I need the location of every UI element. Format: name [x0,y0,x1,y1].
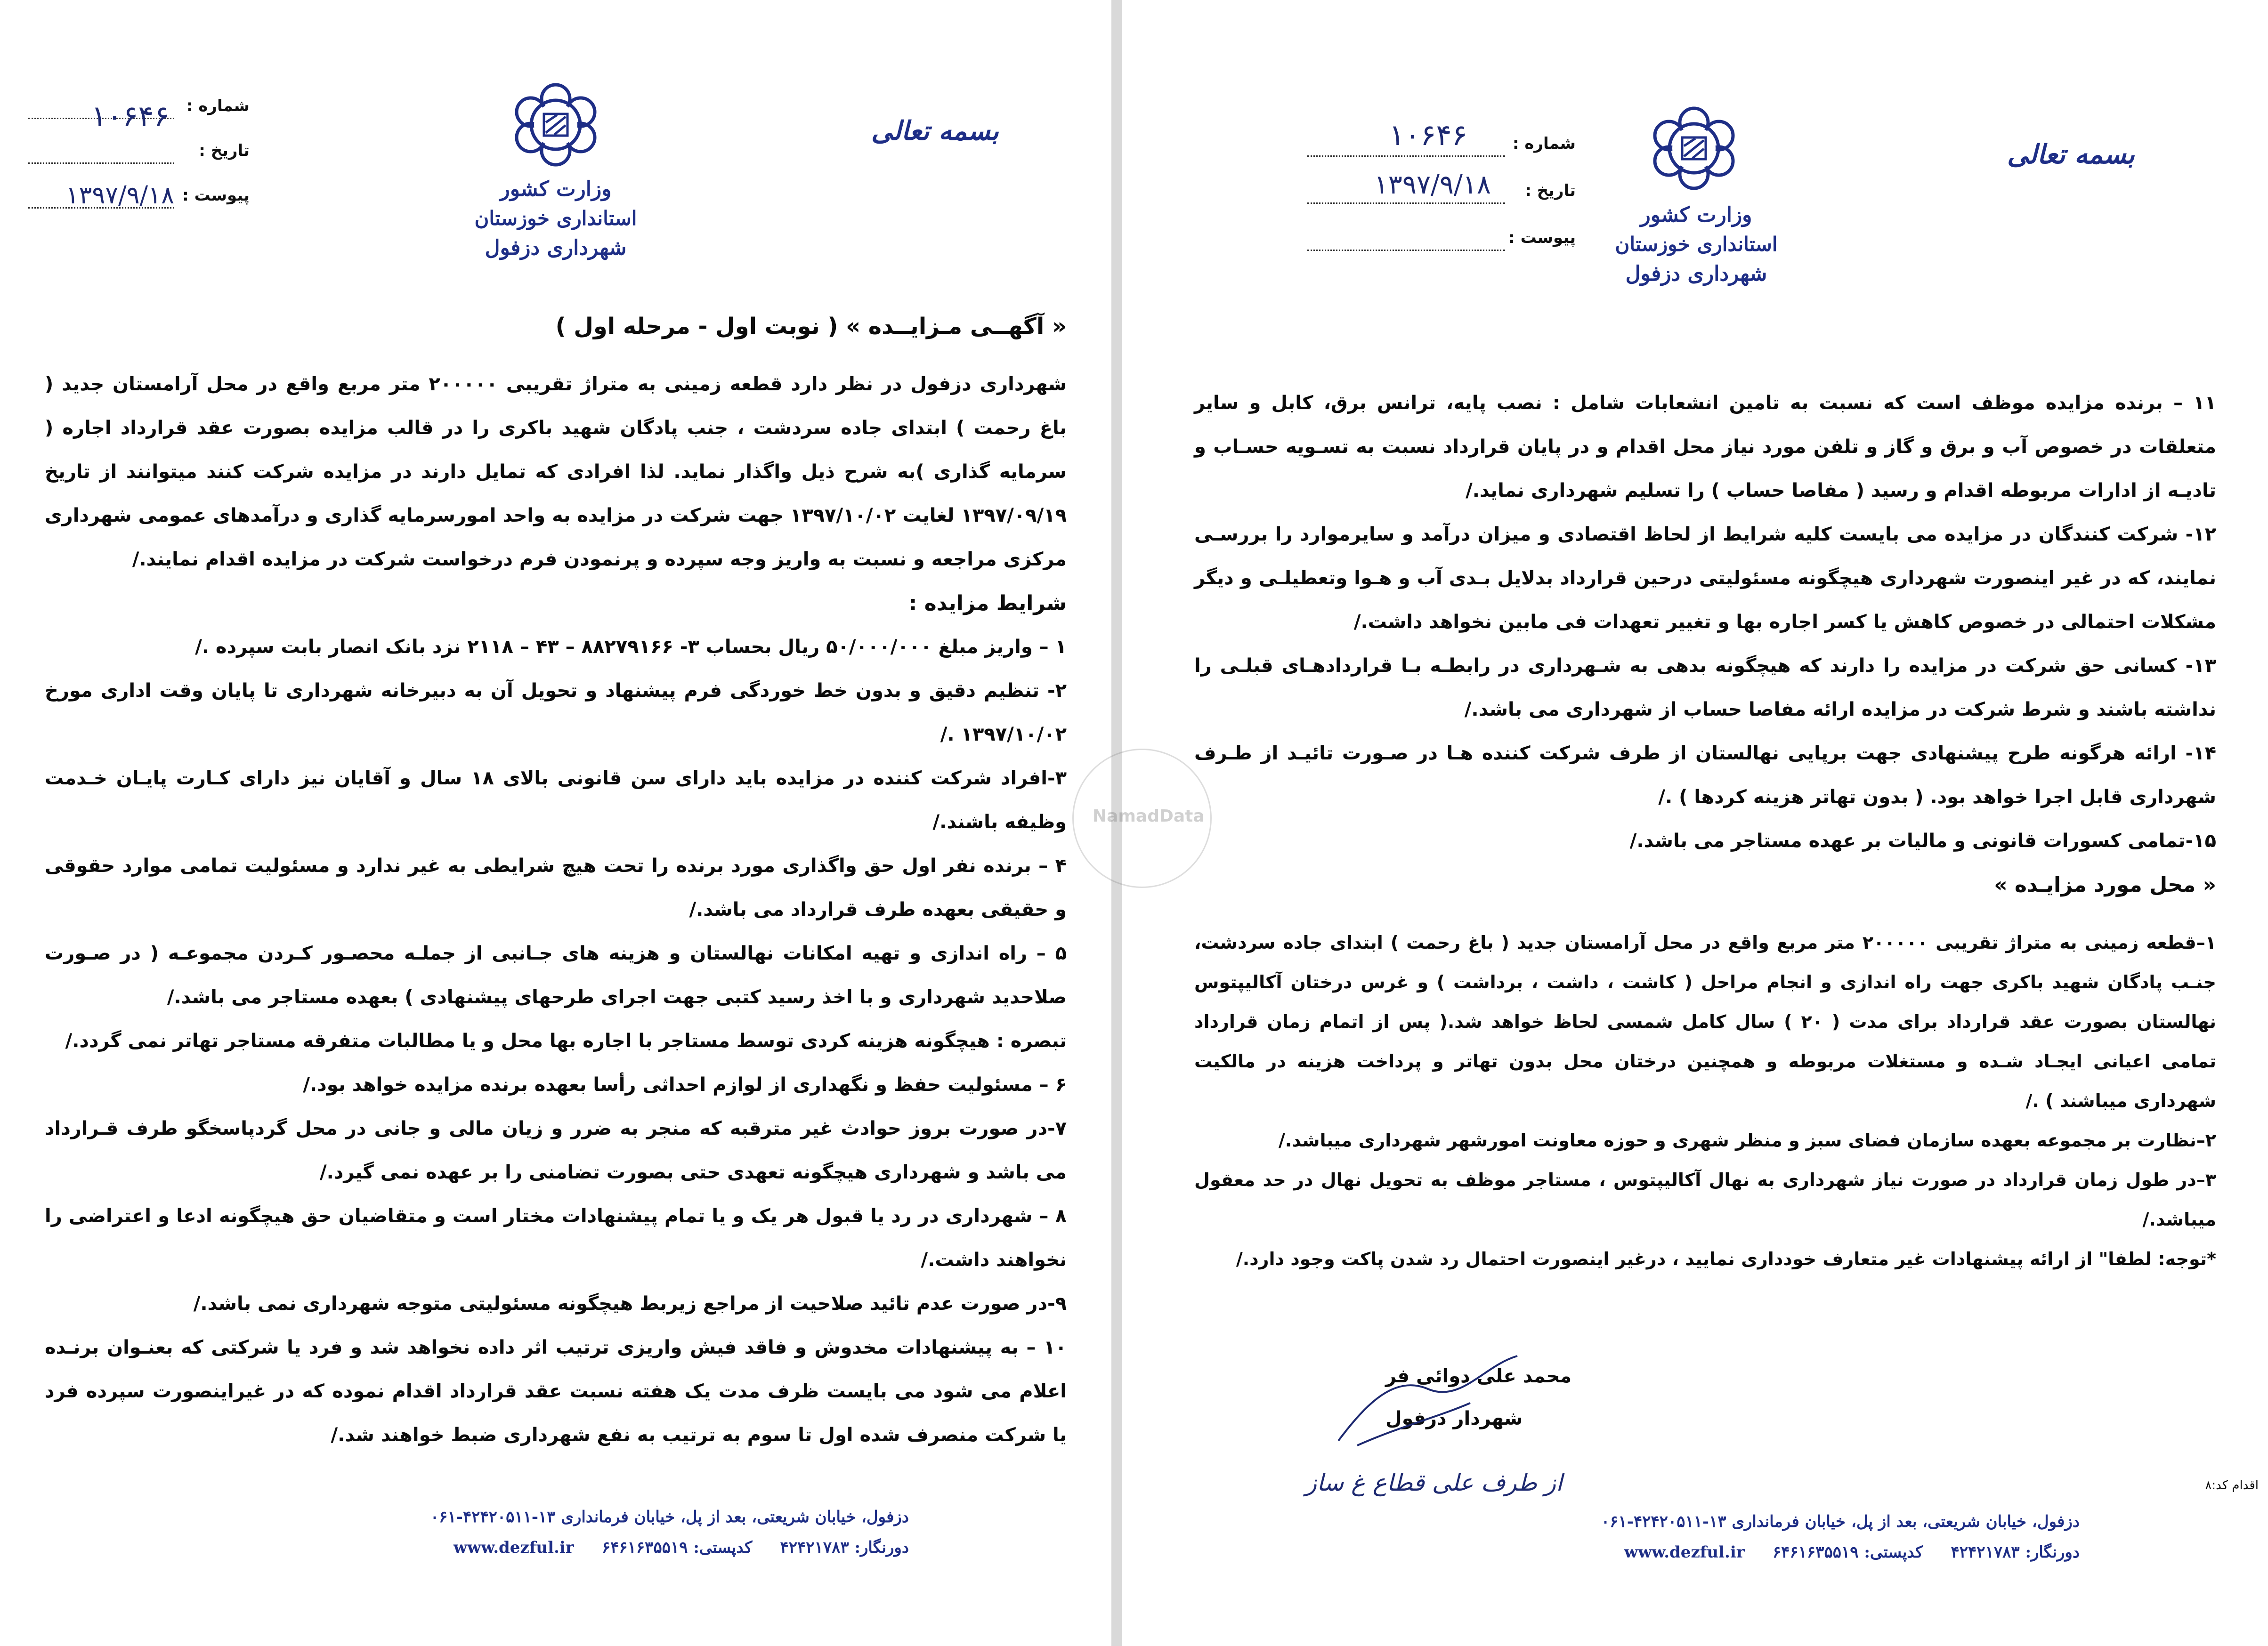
condition-item: ۱ – واریز مبلغ ۵۰/۰۰۰/۰۰۰ ریال بحساب ۳- ۸۸۲۷۹۱۶۶ – ۴۳ – ۲۱۱۸ نزد بانک انصار بابت سپرده ./ [195,636,1067,658]
signature-scribble-icon [1329,1347,1527,1460]
condition-item: ۷-در صورت بروز حوادث غیر مترقبه که منجر به ضرر و زیان مالی و جانی در محل گردپاسخگو طرف قـرارداد می باشد و شهرداری هیچگونه تعهدی حتی بصورت تضامنی را بر عهده نمی گیرد./ [45,1118,1067,1183]
left-footer [430,1502,909,1563]
org-ministry: وزارت کشور [1640,203,1752,227]
org-governorate: استانداری خوزستان [474,206,637,230]
watermark-text: NamadData [1093,807,1205,826]
bismillah: بسمه تعالی [2007,139,2135,170]
number-label: شماره : [186,97,250,115]
attachment-label: پیوست : [1508,228,1576,247]
footer-fax: دورنگار: ۴۲۴۲۱۷۸۳ [780,1538,909,1557]
number-value: ۱۰۶۴۶ [91,99,170,133]
condition-item: ۸ – شهرداری در رد یا قبول هر یک و یا تمام پیشنهادات مختار است و متقاضیان حق هیچگونه ادعا و اعتراضی را نخواهند داشت./ [45,1205,1067,1271]
location-heading: « محل مورد مزایـده » [1994,873,2216,897]
condition-item: ۴ – برنده نفر اول حق واگذاری مورد برنده را تحت هیچ شرایطی به غیر ندارد و مسئولیت تمامی موارد حقوقی و حقیقی بعهده طرف قرارداد می باشد./ [45,855,1067,920]
footer-website: www.dezful.ir [453,1538,574,1557]
signature-handwritten: از طرف علی قطاع غ ساز [1305,1469,1563,1496]
signatory-name: محمد علی دوائی فر [1385,1365,1572,1387]
signatory-title: شهردار دزفول [1385,1408,1523,1429]
condition-item: ۹-در صورت عدم تائید صلاحیت از مراجع زیربط هیچگونه مسئولیتی متوجه شهرداری نمی باشد./ [193,1293,1067,1315]
footer-postal: کدپستی: ۶۴۶۱۶۳۵۵۱۹ [1772,1542,1923,1562]
date-label: تاریخ : [199,141,250,160]
namaddata-watermark-icon [1072,749,1212,888]
left-body [45,363,1067,1457]
condition-item: ۲- تنظیم دقیق و بدون خط خوردگی فرم پیشنهاد و تحویل آن به دبیرخانه شهرداری تا پایان وقت اداری مورخ ۱۳۹۷/۱۰/۰۲ ./ [45,680,1067,745]
side-note: اقدام کد:۸ [2205,1478,2259,1493]
date-dots [1307,202,1505,204]
condition-item: ۶ – مسئولیت حفظ و نگهداری از لوازم احداثی رأسا بعهده برنده مزایده خواهد بود./ [303,1074,1067,1096]
condition-item: ۱۵-تمامی کسورات قانونی و مالیات بر عهده مستاجر می باشد./ [1629,830,2216,852]
footer-fax: دورنگار: ۴۲۴۲۱۷۸۳ [1951,1542,2080,1562]
footer-address: دزفول، خیابان شریعتی، بعد از پل، خیابان فرمانداری ۱۳-۴۲۴۲۰۵۱۱-۰۶۱ [430,1508,909,1526]
condition-note: تبصره : هیچگونه هزینه کردی توسط مستاجر با اجاره بها محل و یا مطالبات متفرقه مستاجر تهاتر نمی گردد./ [65,1030,1067,1052]
condition-item: ۵ – راه اندازی و تهیه امکانات نهالستان و هزینه های جـانبی از جملـه محصـور کـردن مجموعـه ( در صـورت صلاحدید شهرداری و با اخذ رسید کتبی جهت اجرای طرحهای پیشنهادی ) بعهده مستاجر می باشد./ [45,943,1067,1008]
footer-contact [430,1533,909,1563]
number-value: ۱۰۶۴۶ [1389,118,1467,152]
condition-item: ۱۳- کسانی حق شرکت در مزایده را دارند که هیچگونه بدهی به شـهرداری در رابطـه بـا قراردادهـای قبلـی را نداشته باشند و شرط شرکت در مزایده ارائه مفاصا حساب از شهرداری می باشد./ [1194,655,2216,720]
org-block [1593,200,1800,289]
number-label: شماره : [1512,134,1576,153]
right-footer [1601,1507,2080,1567]
org-municipality: شهرداری دزفول [485,235,627,260]
location-item: ۲–نظارت بر مجموعه بعهده سازمان فضای سبز و منظر شهری و حوزه معاونت امورشهر شهرداری میباشد./ [1278,1130,2216,1151]
condition-item: ۱۰ – به پیشنهادات مخدوش و فاقد فیش واریزی ترتیب اثر داده نخواهد شد و فرد یا شرکتی که بعنـوان برنـده اعلام می شود می بایست ظرف مدت یک هفته نسبت عقد قرارداد اقدام نموده که در غیراینصورت سپرده فرد یا شرکت منصرف شده اول تا سوم به ترتیب به نفع شهرداری ضبط خواهند شد./ [45,1337,1067,1446]
condition-item: ۳-افراد شرکت کننده در مزایده باید دارای سن قانونی بالای ۱۸ سال و آقایان نیز دارای کـارت پایـان خـدمت وظیفه باشند./ [45,767,1067,833]
location-item: ۱–قطعه زمینی به متراژ تقریبی ۲۰۰۰۰۰ متر مربع واقع در محل آرامستان جدید ( باغ رحمت ) ابتدای جاده سردشت، جنـب پادگان شهید باکری جهت راه اندازی و انجام مراحل ( کاشت ، داشت ، برداشت ) و غرس درختان آکالیپتوس نهالستان بصورت عقد قرارداد برای مدت ( ۲۰ ) سال کامل شمسی لحاظ خواهد شد.( پس از اتمام زمان قرارداد تمامی اعیانی ایجـاد شـده و مستغلات مربوطه و همچنین درختان محل بدون تهاتر و پرداخت هزینه در مالکیت شهرداری میباشند ) ./ [1194,932,2216,1111]
location-item: ۳–در طول زمان قرارداد در صورت نیاز شهرداری به نهال آکالیپتوس ، مستاجر موظف به تحویل نهال در حد معقول میباشد./ [1194,1170,2216,1230]
right-body [1194,381,2216,907]
conditions-heading: شرایط مزایده : [908,591,1067,615]
attachment-label: پیوست : [182,186,250,205]
left-page [0,0,1111,1646]
footer-address: دزفول، خیابان شریعتی، بعد از پل، خیابان فرمانداری ۱۳-۴۲۴۲۰۵۱۱-۰۶۱ [1601,1512,2080,1531]
dezful-municipality-logo-icon [497,75,615,174]
right-page [1093,0,2268,1646]
date-value: ۱۳۹۷/۹/۱۸ [65,181,174,210]
footer-website: www.dezful.ir [1624,1542,1745,1562]
org-ministry: وزارت کشور [500,177,612,201]
org-governorate: استانداری خوزستان [1615,232,1778,256]
notice-title: « آگهــی مـزایــده » ( نوبت اول - مرحله اول ) [555,313,1067,339]
condition-item: ۱۱ – برنده مزایده موظف است که نسبت به تامین انشعابات شامل : نصب پایه، ترانس برق، کابل و سایر متعلقات در خصوص آب و برق و گاز و تلفن مورد نیاز محل اقدام و در پایان قرارداد نسبت به تسـویه حسـاب و تادیـه از ادارات مربوطه اقدام و رسید ( مفاصا حساب ) را تسلیم شهرداری نماید./ [1194,392,2216,501]
location-body [1194,923,2216,1279]
attention-note: *توجه: لطفا" از ارائه پیشنهادات غیر متعارف خودداری نمایید ، درغیر اینصورت احتمال رد شدن پاکت وجود دارد./ [1236,1249,2216,1269]
number-dots [1307,155,1505,157]
date-value: ۱۳۹۷/۹/۱۸ [1374,169,1491,200]
dezful-municipality-logo-icon [1635,99,1753,198]
footer-postal: کدپستی: ۶۴۶۱۶۳۵۵۱۹ [601,1538,753,1557]
attachment-dots [1307,250,1505,251]
date-label: تاریخ : [1525,181,1576,200]
date-dots [28,162,174,164]
condition-item: ۱۴- ارائه هرگونه طرح پیشنهادی جهت برپایی نهالستان از طرف شرکت کننده هـا در صـورت تائیـد از طـرف شهرداری قابل اجرا خواهد بود. ( بدون تهاتر هزینه کردها ) ./ [1194,742,2216,808]
condition-item: ۱۲- شرکت کنندگان در مزایده می بایست کلیه شرایط از لحاظ اقتصادی و میزان درآمد و سایرموارد را بررسـی نمایند، که در غیر اینصورت شهرداری هیچگونه مسئولیتی درحین قرارداد بدلایل بـدی آب و هـوا وتعطیلـی و دیگر مشکلات احتمالی در خصوص کاهش یا کسر اجاره بها و تغییر تعهدات فی مابین نخواهد داشت./ [1194,524,2216,633]
bismillah: بسمه تعالی [871,115,999,146]
intro-paragraph: شهرداری دزفول در نظر دارد قطعه زمینی به متراژ تقریبی ۲۰۰۰۰۰ متر مربع واقع در محل آرامستان جدید ( باغ رحمت ) ابتدای جاده سردشت ، جنب پادگان شهید باکری را در قالب مزایده بصورت عقد قرارداد اجاره ( سرمایه گذاری )به شرح ذیل واگذار نماید. لذا افرادی که تمایل دارند در مزایده شرکت کنند میتوانند از تاریخ ۱۳۹۷/۰۹/۱۹ لغایت ۱۳۹۷/۱۰/۰۲ جهت شرکت در مزایده به واحد امورسرمایه گذاری و درآمدهای عمومی شهرداری مرکزی مراجعه و نسبت به واریز وجه سپرده و پرنمودن فرم درخواست شرکت در مزایده اقدام نمایند./ [45,373,1067,570]
footer-contact [1601,1537,2080,1568]
org-municipality: شهرداری دزفول [1625,261,1767,286]
org-block [452,174,659,263]
